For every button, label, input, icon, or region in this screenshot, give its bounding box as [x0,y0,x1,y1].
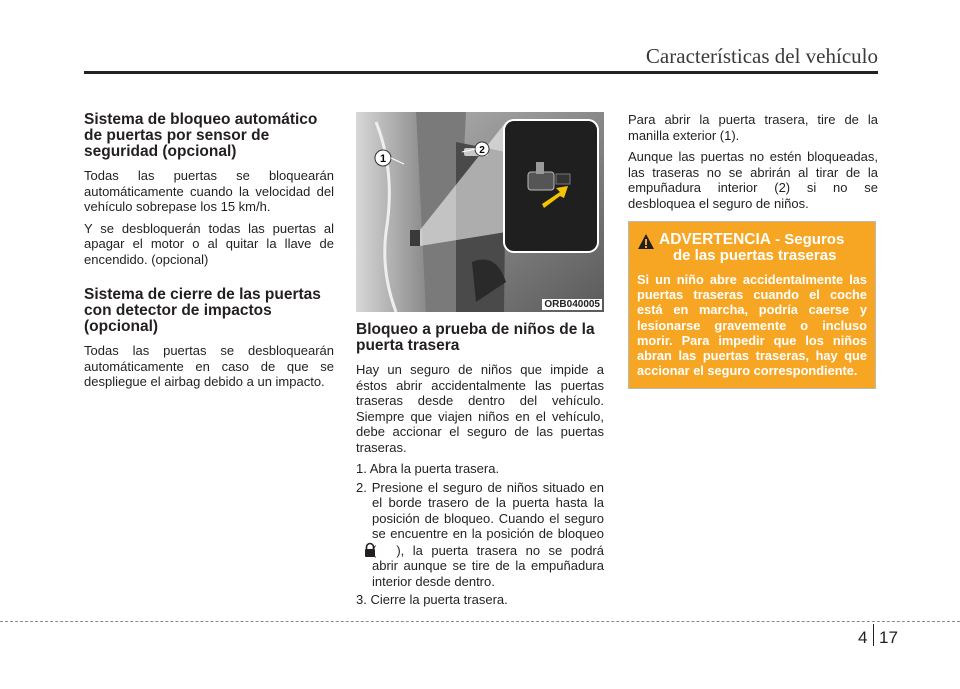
photo-caption: ORB040005 [544,299,600,310]
footer-rule [0,621,960,622]
middle-column [356,112,604,611]
chapter-number: 4 [858,628,868,647]
steps-list [356,461,604,608]
section-title-child-lock: Bloqueo a prueba de niños de la puerta trasera [356,321,595,354]
paragraph: Todas las puertas se desbloquearán automáticamente en caso de que se despliegue el airbag debido a un impacto. [84,343,334,389]
paragraph: Todas las puertas se bloquearán automáticamente cuando la velocidad del vehículo sobrepase los 15 km/h. [84,168,334,214]
list-item [356,480,604,590]
warning-icon [637,233,655,251]
warning-subtitle-a: - Seguros [775,231,845,248]
paragraph: Para abrir la puerta trasera, tire de la manilla exterior (1). [628,112,878,143]
header-title: Características del vehículo [645,44,878,68]
door-photo [356,112,604,312]
page-separator [873,624,874,646]
warning-body: Si un niño abre accidentalmente las puertas traseras cuando el coche está en marcha, podría caerse y lesionarse gravemente o incluso morir. Para impedir que los niños abran las puertas traseras, hay que accionar el seguro correspondiente. [637,272,867,379]
lock-icon [378,542,394,558]
left-column [84,112,334,396]
door-panel [356,112,426,312]
step2-text-a: 2. Presione el seguro de niños situado en el borde trasero de la puerta hasta la posición de bloqueo. Cuando el seguro se encuentre en la posición de bloqueo [356,479,604,541]
section-title-auto-lock: Sistema de bloqueo automático de puertas por sensor de seguridad (opcional) [84,111,318,160]
paragraph: Aunque las puertas no estén bloqueadas, las traseras no se abrirán al tirar de la empuñadura interior (2) si no se desbloquea el seguro de niños. [628,149,878,211]
list-item: 3. Cierre la puerta trasera. [356,592,508,607]
right-column [628,112,878,389]
section-title-impact-unlock: Sistema de cierre de las puertas con detector de impactos (opcional) [84,286,321,335]
warning-subtitle-b: de las puertas traseras [673,247,837,264]
child-lock [410,230,420,246]
warning-label: ADVERTENCIA [659,231,771,248]
warning-title [659,232,844,264]
warning-box [628,221,876,389]
paragraph: Hay un seguro de niños que impide a éstos abrir accidentalmente las puertas traseras desde dentro del vehículo. Siempre que viajen niños en el vehículo, debe accionar el seguro de las puertas traseras. [356,362,604,455]
header-rule [84,71,878,74]
photo-label-2: 2 [479,145,485,156]
photo-label-1: 1 [379,153,387,165]
paragraph: Y se desbloquerán todas las puertas al apagar el motor o al quitar la llave de encendido. (opcional) [84,220,334,267]
step2-text-b: ), la puerta trasera no se podrá abrir aunque se tire de la empuñadura interior desde dentro. [372,542,604,589]
door-illustration [356,112,604,312]
list-item: 1. Abra la puerta trasera. [356,461,500,476]
page-number: 17 [879,628,898,647]
